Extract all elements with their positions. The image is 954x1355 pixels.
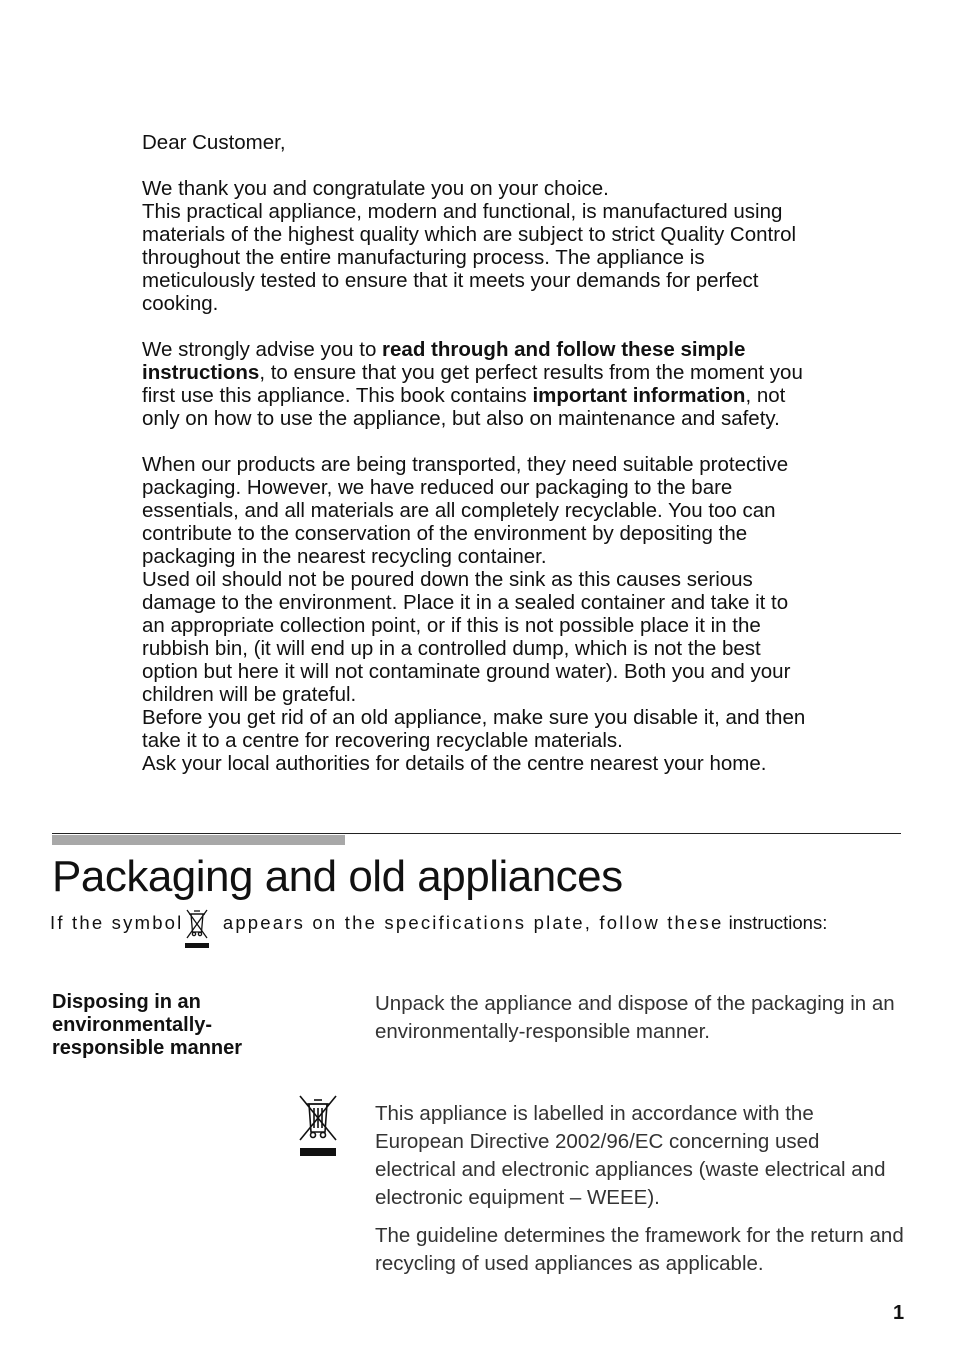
letter-packaging-paragraph: When our products are being transported, they need suitable protective packaging. However, we have reduced our packaging to the bare essentials, and all materials are all completely recyclable. You too can contribute to the conservation of the environment by depositing the packaging in the nearest recycling container. xyxy=(142,453,789,568)
section-divider xyxy=(52,833,901,834)
letter-advice-paragraph xyxy=(142,338,814,430)
symbol-text-before: If the symbol xyxy=(50,912,184,933)
letter-local-authorities-paragraph: Ask your local authorities for details of the centre nearest your home. xyxy=(142,752,767,775)
unpack-paragraph: Unpack the appliance and dispose of the packaging in an environmentally-responsible manner. xyxy=(375,992,895,1043)
letter-oil-paragraph: Used oil should not be poured down the sink as this causes serious damage to the environment. Place it in a sealed container and take it to an appropriate collection point, or if this is not possible place it in the rubbish bin, (it will end up in a controlled dump, which is not the best option but here it will not contaminate ground water). Both you and your children will be grateful. xyxy=(142,568,791,706)
symbol-text-after: appears on the specifications plate, follow these xyxy=(215,912,724,933)
symbol-instruction xyxy=(50,912,910,956)
weee-bin-icon xyxy=(296,1094,340,1158)
crossed-out-wheelie-bin-icon xyxy=(183,906,211,950)
advice-emphasis-1: read through and follow these simple instructions xyxy=(142,338,746,384)
guideline-paragraph: The guideline determines the framework for the return and recycling of used appliances as applicable. xyxy=(375,1224,904,1275)
advice-text-3: , not only on how to use the appliance, but also on maintenance and safety. xyxy=(142,384,786,430)
page-number: 1 xyxy=(893,1302,905,1324)
section-title: Packaging and old appliances xyxy=(52,852,623,901)
letter-thanks: We thank you and congratulate you on your choice. xyxy=(142,177,609,200)
weee-directive-paragraph: This appliance is labelled in accordance with the European Directive 2002/96/EC concerning used electrical and electronic appliances (waste electrical and electronic equipment – WEEE). xyxy=(375,1102,886,1209)
letter-greeting: Dear Customer, xyxy=(142,131,286,154)
customer-letter xyxy=(142,131,814,775)
symbol-text-tail: instructions: xyxy=(723,912,828,933)
letter-old-appliance-paragraph: Before you get rid of an old appliance, make sure you disable it, and then take it to a centre for recovering recyclable materials. xyxy=(142,706,806,752)
section-divider-accent xyxy=(52,835,345,845)
letter-quality-paragraph: This practical appliance, modern and functional, is manufactured using materials of the highest quality which are subject to strict Quality Control throughout the entire manufacturing process. The appliance is meticulously tested to ensure that it meets your demands for perfect cooking. xyxy=(142,200,797,315)
advice-text-2: , to ensure that you get perfect results from the moment you first use this appliance. This book contains xyxy=(142,361,803,407)
side-heading: Disposing in an environmentally-responsible manner xyxy=(52,991,243,1059)
advice-emphasis-2: important information xyxy=(532,384,746,407)
advice-text-1: We strongly advise you to xyxy=(142,338,383,361)
